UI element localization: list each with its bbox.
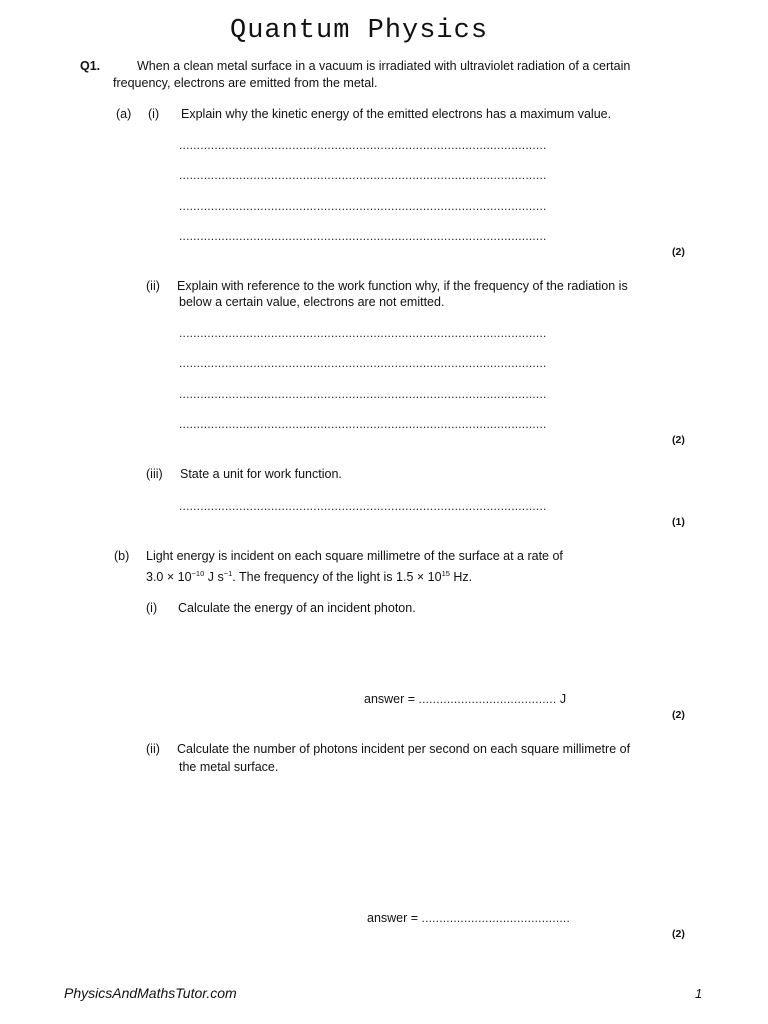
part-a-iii-label: (iii)	[146, 467, 163, 481]
rate-units: J s	[204, 570, 224, 584]
answer-b-i[interactable]	[364, 692, 566, 706]
question-number: Q1.	[80, 59, 101, 73]
part-b-label: (b)	[114, 549, 130, 563]
part-a-ii-question-line1: Explain with reference to the work function why, if the frequency of the radiation is	[177, 279, 628, 293]
part-a-iii-question: State a unit for work function.	[180, 467, 342, 481]
frequency-text: . The frequency of the light is 1.5 × 10	[232, 570, 442, 584]
answer-dots[interactable]: .......................................	[418, 692, 557, 706]
answer-line[interactable]: ........................................................................................................	[179, 499, 547, 513]
part-a-ii-question-line2: below a certain value, electrons are not emitted.	[179, 295, 445, 309]
answer-line[interactable]: ........................................................................................................	[179, 356, 547, 370]
rate-exponent: −10	[191, 568, 205, 578]
part-a-i-question: Explain why the kinetic energy of the emitted electrons has a maximum value.	[181, 107, 612, 121]
page-title: Quantum Physics	[230, 16, 489, 46]
answer-line[interactable]: ........................................................................................................	[179, 417, 547, 431]
part-a-label: (a)	[116, 107, 132, 121]
answer-line[interactable]: ........................................................................................................	[179, 199, 547, 213]
footer-site: PhysicsAndMathsTutor.com	[64, 985, 237, 1001]
page-number: 1	[695, 986, 703, 1001]
part-a-i-label: (i)	[148, 107, 160, 121]
units-exponent: −1	[223, 568, 233, 578]
frequency-unit: Hz.	[449, 570, 473, 584]
marks-a-i: (2)	[672, 246, 685, 258]
question-intro-line2: frequency, electrons are emitted from the metal.	[113, 76, 378, 90]
marks-a-ii: (2)	[672, 434, 685, 446]
part-b-ii-question-line2: the metal surface.	[179, 760, 279, 774]
answer-prefix: answer =	[367, 911, 422, 925]
answer-prefix: answer =	[364, 692, 419, 706]
part-b-ii-question-line1: Calculate the number of photons incident per second on each square millimetre of	[177, 742, 631, 756]
answer-b-ii[interactable]	[367, 911, 570, 925]
marks-a-iii: (1)	[672, 516, 685, 528]
marks-b-ii: (2)	[672, 928, 685, 940]
answer-dots[interactable]: ..........................................	[421, 911, 570, 925]
answer-line[interactable]: ........................................................................................................	[179, 387, 547, 401]
frequency-exponent: 15	[441, 568, 450, 578]
answer-line[interactable]: ........................................................................................................	[179, 168, 547, 182]
part-b-i-label: (i)	[146, 601, 158, 615]
answer-line[interactable]: ........................................................................................................	[179, 138, 547, 152]
rate-mantissa: 3.0 × 10	[146, 570, 192, 584]
answer-unit: J	[556, 692, 567, 706]
part-a-ii-label: (ii)	[146, 279, 160, 293]
question-intro-line1: When a clean metal surface in a vacuum is irradiated with ultraviolet radiation of a certain	[137, 59, 631, 73]
answer-line[interactable]: ........................................................................................................	[179, 229, 547, 243]
part-b-ii-label: (ii)	[146, 742, 160, 756]
marks-b-i: (2)	[672, 709, 685, 721]
part-b-i-question: Calculate the energy of an incident photon.	[178, 601, 416, 615]
answer-line[interactable]: ........................................................................................................	[179, 326, 547, 340]
part-b-line2	[146, 570, 472, 584]
part-b-line1: Light energy is incident on each square millimetre of the surface at a rate of	[146, 549, 563, 563]
